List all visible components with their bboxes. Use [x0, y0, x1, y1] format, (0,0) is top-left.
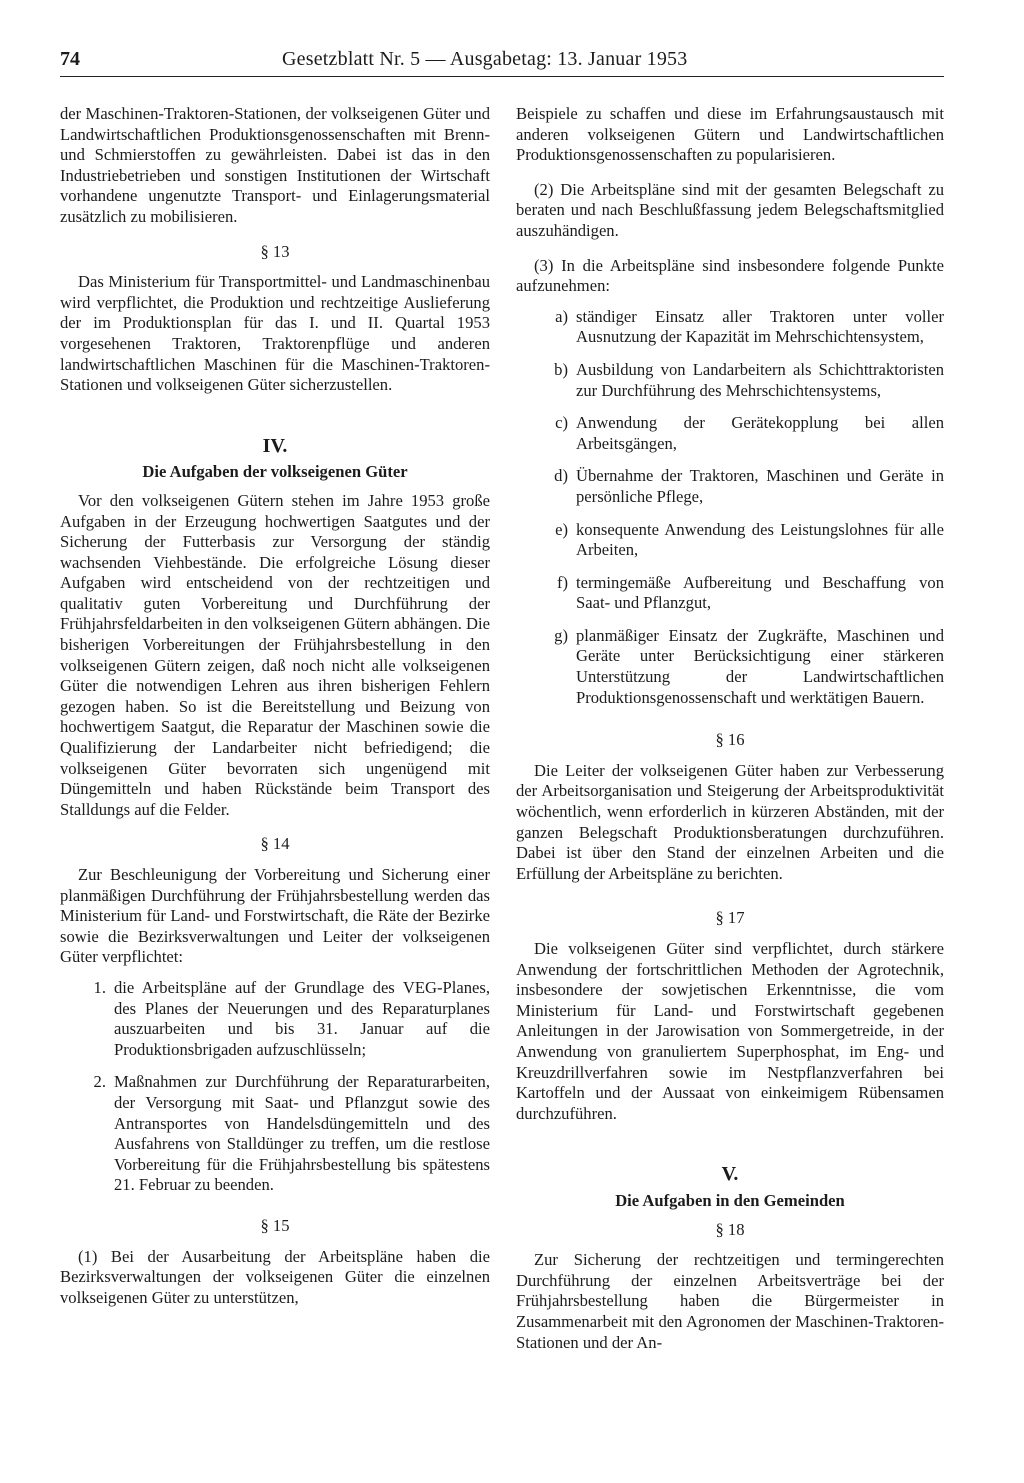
section-15-paragraph-3: (3) In die Arbeitspläne sind insbesondere folgende Punkte aufzunehmen: — [516, 255, 944, 296]
section-14-text: Zur Beschleunigung der Vorbereitung und Sicherung einer planmäßigen Durchführung der Frühjahrsbestellung werden das Ministerium für Land- und Forstwirtschaft, die Räte der Bezirke sowie die Bezirksverwaltungen und Leiter der volkseigenen Güter verpflichtet: — [60, 865, 490, 967]
running-title: Gesetzblatt Nr. 5 — Ausgabetag: 13. Januar 1953 — [282, 48, 688, 70]
list-item — [516, 573, 944, 614]
section-15-paragraph-2: (2) Die Arbeitspläne sind mit der gesamten Belegschaft zu beraten und nach Beschlußfassung jedem Belegschaftsmitglied auszuhändigen. — [516, 179, 944, 240]
list-item-label: 1. — [93, 977, 106, 997]
section-17-heading: § 17 — [715, 908, 745, 928]
list-item — [516, 360, 944, 401]
page-header — [60, 46, 944, 77]
list-item-label: g) — [554, 625, 568, 645]
part-4-numeral: IV. — [262, 434, 288, 457]
list-item — [516, 466, 944, 507]
section-18-heading: § 18 — [715, 1219, 745, 1239]
list-item-text: Übernahme der Traktoren, Maschinen und Geräte in persönliche Pflege, — [576, 466, 944, 506]
list-item-text: planmäßiger Einsatz der Zugkräfte, Maschinen und Geräte unter Berücksichtigung einer stärkeren Unterstützung der Landwirtschaftlichen Produktionsgenossenschaft und werktätigen Bauern. — [576, 625, 944, 707]
list-item-label: e) — [555, 519, 568, 539]
list-item-text: Ausbildung von Landarbeitern als Schichttraktoristen zur Durchführung des Mehrschichtensystems, — [576, 359, 944, 400]
part-5-numeral: V. — [721, 1163, 739, 1186]
section-14-heading: § 14 — [260, 834, 290, 854]
list-item-label: 2. — [93, 1072, 106, 1092]
list-item — [516, 626, 944, 708]
list-item — [516, 413, 944, 454]
page-number: 74 — [60, 48, 80, 70]
list-item-text: ständiger Einsatz aller Traktoren unter voller Ausnutzung der Kapazität im Mehrschichtensystem, — [576, 306, 944, 347]
part-5-title: Die Aufgaben in den Gemeinden — [615, 1190, 845, 1210]
paragraph-continued: Beispiele zu schaffen und diese im Erfahrungsaustausch mit anderen volkseigenen Gütern und Landwirtschaftlichen Produktionsgenossenschaften zu popularisieren. — [516, 104, 944, 165]
section-13-heading: § 13 — [260, 241, 290, 261]
list-item-label: f) — [556, 572, 568, 592]
list-item — [516, 307, 944, 348]
list-item-text: konsequente Anwendung des Leistungslohnes für alle Arbeiten, — [576, 519, 944, 560]
left-column — [60, 104, 490, 1322]
list-item — [60, 978, 490, 1060]
list-item-label: b) — [554, 359, 568, 379]
list-item-text: die Arbeitspläne auf der Grundlage des VEG-Planes, des Planes der Neuerungen und des Reparaturplanes auszuarbeiten und bis 31. Januar auf die Produktionsbrigaden aufzuschlüsseln; — [114, 977, 490, 1059]
list-item-label: c) — [555, 413, 568, 433]
section-15-paragraph-1: (1) Bei der Ausarbeitung der Arbeitspläne haben die Bezirksverwaltungen der volkseigenen Güter die einzelnen volkseigenen Güter zu unterstützen, — [60, 1246, 490, 1307]
list-item-text: termingemäße Aufbereitung und Beschaffung von Saat- und Pflanzgut, — [576, 572, 944, 613]
section-18-text: Zur Sicherung der rechtzeitigen und termingerechten Durchführung der einzelnen Arbeitsverträge bei der Frühjahrsbestellung haben die Bürgermeister in Zusammenarbeit mit den Agronomen der Maschinen-Traktoren-Stationen und der An- — [516, 1250, 944, 1352]
list-item-label: a) — [555, 306, 568, 326]
section-13-text: Das Ministerium für Transportmittel- und Landmaschinenbau wird verpflichtet, die Produktion und rechtzeitige Auslieferung der im Produktionsplan für das I. und II. Quartal 1953 vorgesehenen Traktoren, Traktorenpflüge und anderen landwirtschaftlichen Maschinen für die Maschinen-Traktoren-Stationen und volkseigenen Güter sicherzustellen. — [60, 272, 490, 395]
list-item — [516, 520, 944, 561]
paragraph-intro: der Maschinen-Traktoren-Stationen, der volkseigenen Güter und Landwirtschaftlichen Produktionsgenossenschaften mit Brenn- und Schmierstoffen zu gewährleisten. Dabei ist das in den Industriebetrieben und sonstigen Institutionen der Wirtschaft vorhandene ungenutzte Transport- und Einlagerungsmaterial zusätzlich zu mobilisieren. — [60, 104, 490, 226]
section-16-heading: § 16 — [715, 730, 745, 750]
part-4-title: Die Aufgaben der volkseigenen Güter — [142, 462, 408, 482]
list-item-text: Anwendung der Gerätekopplung bei allen Arbeitsgängen, — [576, 413, 944, 453]
section-16-text: Die Leiter der volkseigenen Güter haben zur Verbesserung der Arbeitsorganisation und Steigerung der Arbeitsproduktivität wöchentlich, wenn erforderlich in kürzeren Abständen, mit der ganzen Belegschaft Produktionsberatungen durchzuführen. Dabei ist über den Stand der einzelnen Arbeiten und die Erfüllung der Arbeitspläne zu berichten. — [516, 760, 944, 883]
list-item — [60, 1072, 490, 1196]
list-item-label: d) — [554, 466, 568, 486]
part-4-text: Vor den volkseigenen Gütern stehen im Jahre 1953 große Aufgaben in der Erzeugung hochwertigen Saatgutes und der Sicherung der Futterbasis zur Versorgung der ständig wachsenden Viehbestände. Die erfolgreiche Lösung dieser Aufgaben wird entscheidend von der rechtzeitigen und qualitativ guten Vorbereitung und Durchführung der Frühjahrsfeldarbeiten in den volkseigenen Gütern abhängen. Die bisherigen Vorbereitungen der Frühjahrsbestellung in den volkseigenen Gütern zeigen, daß noch nicht alle volkseigenen Güter die notwendigen Lehren aus ihren bisherigen Fehlern gezogen haben. So ist die Bereitstellung und Beizung von hochwertigem Saatgut, die Reparatur der Maschinen sowie die Qualifizierung der Landarbeiter nicht befriedigend; die volkseigenen Güter bevorraten sich ungenügend mit Düngemitteln und haben Rückstände beim Transport des Stalldungs auf die Felder. — [60, 490, 490, 819]
section-15-heading: § 15 — [260, 1215, 290, 1235]
section-17-text: Die volkseigenen Güter sind verpflichtet, durch stärkere Anwendung der fortschrittlichen Methoden der Agrotechnik, insbesondere der sowjetischen Erkenntnisse, die vom Ministerium für Land- und Forstwirtschaft gegebenen Anleitungen in der Jarowisation von Sommergetreide, in der Anwendung von granuliertem Superphosphat, im Eng- und Kreuzdrillverfahren sowie im Nestpflanzverfahren bei Kartoffeln und der Aussaat von einkeimigem Rübensamen durchzuführen. — [516, 939, 944, 1123]
right-column — [516, 104, 944, 1367]
list-item-text: Maßnahmen zur Durchführung der Reparaturarbeiten, der Versorgung mit Saat- und Pflanzgut sowie des Antransportes von Handelsdüngemitteln und des Ausfahrens von Stalldünger zu treffen, um die restlose Vorbereitung für die Frühjahrsbestellung bis spätestens 21. Februar zu beenden. — [114, 1072, 490, 1195]
